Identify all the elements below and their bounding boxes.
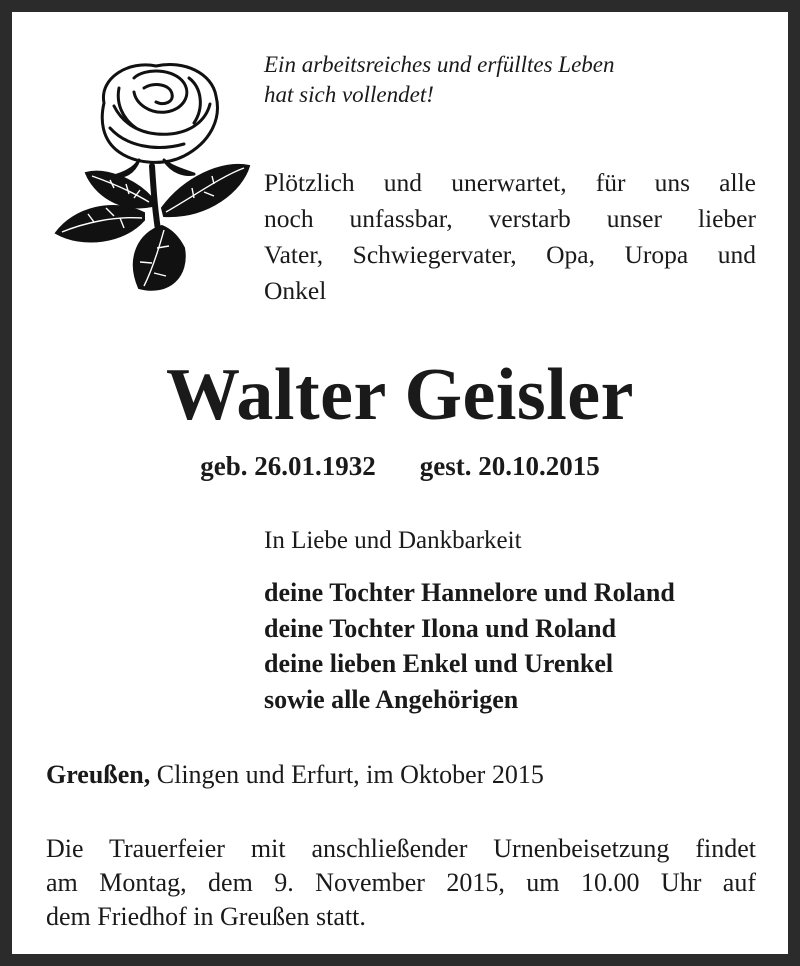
- intro-line: Plötzlich und unerwartet, für uns alle: [264, 168, 756, 197]
- intro-line: Vater, Schwiegervater, Opa, Uropa und: [264, 240, 756, 269]
- motto-line: hat sich vollendet!: [264, 82, 434, 107]
- life-dates: [12, 446, 788, 486]
- mourner-line: deine lieben Enkel und Urenkel: [264, 649, 614, 678]
- mourner-line: sowie alle Angehörigen: [264, 684, 519, 714]
- deceased-name: Walter Geisler: [166, 354, 634, 436]
- mourners-list: [264, 575, 675, 717]
- place-and-date: [46, 757, 544, 793]
- ceremony-line: dem Friedhof in Greußen statt.: [46, 902, 366, 931]
- place-rest: Clingen und Erfurt, im Oktober 2015: [150, 760, 544, 789]
- town-name: Greußen,: [46, 760, 151, 789]
- mourner-line: deine Tochter Ilona und Roland: [264, 613, 617, 643]
- ceremony-line: Die Trauerfeier mit anschließender Urnenbeisetzung findet: [46, 834, 756, 863]
- death-date: gest. 20.10.2015: [419, 451, 600, 481]
- ceremony-line: am Montag, dem 9. November 2015, um 10.00 Uhr auf: [46, 868, 756, 897]
- intro-text: [264, 165, 756, 309]
- birth-date: geb. 26.01.1932: [200, 451, 376, 481]
- motto-line: Ein arbeitsreiches und erfülltes Leben: [264, 52, 615, 77]
- closing-phrase: In Liebe und Dankbarkeit: [264, 527, 522, 554]
- ceremony-notice: [46, 832, 756, 934]
- intro-line: Onkel: [264, 276, 327, 305]
- motto: [264, 50, 784, 110]
- mourner-line: deine Tochter Hannelore und Roland: [264, 578, 675, 607]
- intro-line: noch unfassbar, verstarb unser lieber: [264, 204, 756, 233]
- rose-icon: [44, 48, 254, 308]
